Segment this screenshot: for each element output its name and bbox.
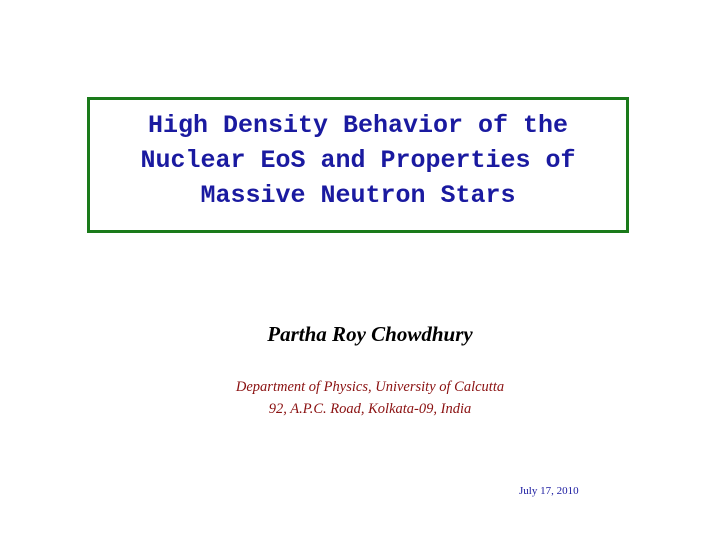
- affiliation-line-2: 92, A.P.C. Road, Kolkata-09, India: [268, 401, 472, 417]
- title-box: [87, 97, 629, 233]
- author-name: Partha Roy Chowdhury: [267, 322, 473, 346]
- affiliation-line-1: Department of Physics, University of Calcutta: [235, 379, 505, 395]
- title-line-1: High Density Behavior of the: [147, 110, 569, 140]
- title-line-2: Nuclear EoS and Properties of: [140, 145, 576, 175]
- title-line-3: Massive Neutron Stars: [200, 180, 516, 210]
- presentation-date: July 17, 2010: [519, 485, 579, 497]
